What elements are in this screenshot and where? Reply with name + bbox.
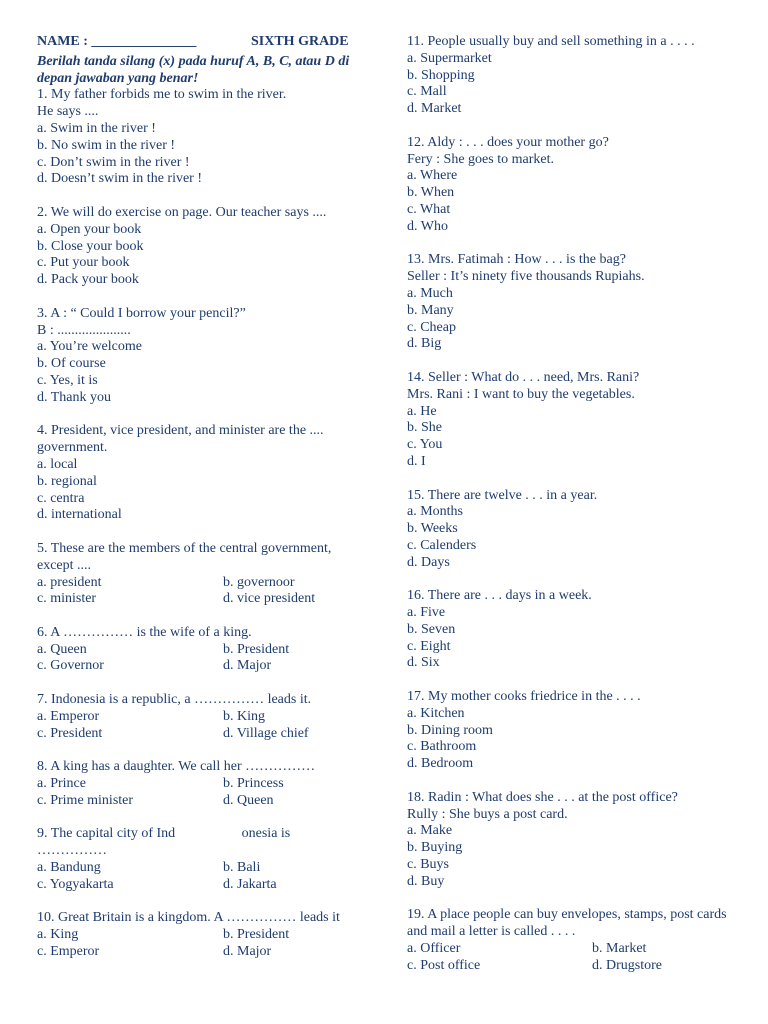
question-stem: 19. A place people can buy envelopes, stamps, post cards and mail a letter is called . . . . — [407, 907, 727, 940]
option-c: c. Bathroom — [407, 739, 477, 755]
question-stem: 4. President, vice president, and minister are the .... government. — [37, 423, 324, 456]
option-b: b. Buying — [407, 840, 463, 856]
option-c: c. You — [407, 437, 443, 453]
option-a: a. You’re welcome — [37, 339, 142, 355]
option-d: d. Days — [407, 554, 450, 570]
option-a: a. Where — [407, 168, 458, 184]
option-d: d. vice president — [223, 591, 316, 607]
option-d: d. Drugstore — [592, 957, 662, 973]
option-d: d. Pack your book — [37, 272, 139, 288]
question-stem: Seller : It’s ninety five thousands Rupiahs. — [407, 269, 645, 285]
option-c: c. What — [407, 201, 451, 217]
question-16 — [407, 588, 737, 672]
question-stem: 10. Great Britain is a kingdom. A …………… leads it — [37, 910, 340, 926]
option-b: b. governoor — [223, 574, 295, 590]
option-c: c. Put your book — [37, 255, 130, 271]
option-b: b. Of course — [37, 356, 106, 372]
option-d: d. international — [37, 507, 122, 523]
question-17 — [407, 689, 737, 773]
question-stem: Rully : She buys a post card. — [407, 806, 568, 822]
option-d: d. Queen — [223, 792, 274, 808]
question-stem: 7. Indonesia is a republic, a …………… leads it. — [37, 692, 312, 708]
option-a: a. Bandung — [37, 860, 101, 876]
option-c: c. Calenders — [407, 537, 477, 553]
options-grid — [37, 709, 367, 743]
instruction-text: Berilah tanda silang (x) pada huruf A, B, C, atau D di depan jawaban yang benar! — [37, 53, 350, 86]
question-5 — [37, 541, 367, 608]
option-a: a. King — [37, 927, 79, 943]
option-c: c. Prime minister — [37, 792, 134, 808]
option-d: d. Major — [223, 944, 272, 960]
question-14 — [407, 370, 737, 471]
options-grid — [407, 941, 737, 975]
option-b: b. Market — [592, 941, 647, 957]
option-c: c. Governor — [37, 658, 104, 674]
option-a: a. Queen — [37, 641, 87, 657]
option-c: c. Yogyakarta — [37, 876, 114, 892]
option-d: d. Thank you — [37, 389, 112, 405]
question-stem: 16. There are . . . days in a week. — [407, 588, 592, 604]
option-c: c. Eight — [407, 638, 451, 654]
option-b: b. regional — [37, 473, 97, 489]
option-d: d. I — [407, 453, 426, 469]
option-d: d. Doesn’t swim in the river ! — [37, 171, 202, 187]
question-stem: Mrs. Rani : I want to buy the vegetables. — [407, 386, 635, 402]
option-a: a. Five — [407, 605, 446, 621]
option-a: a. Open your book — [37, 221, 142, 237]
option-a: a. Prince — [37, 776, 86, 792]
option-c: c. Yes, it is — [37, 372, 98, 388]
question-stem: B : ..................... — [37, 322, 131, 338]
option-a: a. Swim in the river ! — [37, 120, 156, 136]
option-a: a. Officer — [407, 941, 461, 957]
option-b: b. No swim in the river ! — [37, 137, 176, 153]
options-grid — [37, 575, 367, 609]
option-b: b. Many — [407, 302, 454, 318]
option-c: c. centra — [37, 490, 85, 506]
worksheet-header — [37, 34, 367, 51]
question-stem: 9. The capital city of Ind onesia is — [37, 826, 291, 842]
option-c: c. Emperor — [37, 944, 100, 960]
left-column — [37, 34, 367, 978]
option-d: d. Bedroom — [407, 756, 474, 772]
option-b: b. President — [223, 641, 290, 657]
question-stem: 15. There are twelve . . . in a year. — [407, 487, 598, 503]
question-stem: 11. People usually buy and sell something in a . . . . — [407, 34, 695, 49]
question-stem: 6. A …………… is the wife of a king. — [37, 624, 252, 640]
option-a: a. president — [37, 574, 102, 590]
question-stem: 8. A king has a daughter. We call her …………… — [37, 759, 316, 775]
option-d: d. Big — [407, 336, 442, 352]
option-b: b. Shopping — [407, 67, 475, 83]
option-b: b. Seven — [407, 621, 456, 637]
options-grid — [37, 860, 367, 894]
option-b: b. Weeks — [407, 521, 458, 537]
question-stem: Fery : She goes to market. — [407, 151, 554, 167]
question-stem: 14. Seller : What do . . . need, Mrs. Rani? — [407, 369, 640, 385]
option-a: a. He — [407, 403, 437, 419]
option-a: a. Kitchen — [407, 705, 465, 721]
question-8 — [37, 759, 367, 809]
question-6 — [37, 625, 367, 675]
option-c: c. Mall — [407, 84, 447, 100]
question-3 — [37, 306, 367, 407]
question-stem: 18. Radin : What does she . . . at the post office? — [407, 789, 678, 805]
option-a: a. Supermarket — [407, 50, 492, 66]
question-12 — [407, 135, 737, 236]
question-stem: …………… — [37, 843, 107, 859]
question-stem: 3. A : “ Could I borrow your pencil?” — [37, 305, 246, 321]
question-stem: 13. Mrs. Fatimah : How . . . is the bag? — [407, 252, 626, 268]
option-b: b. King — [223, 708, 265, 724]
option-d: d. Major — [223, 658, 272, 674]
option-d: d. Buy — [407, 873, 445, 889]
option-a: a. Much — [407, 285, 453, 301]
option-b: b. When — [407, 185, 455, 201]
question-10 — [37, 910, 367, 960]
option-a: a. Emperor — [37, 708, 100, 724]
grade-label: SIXTH GRADE — [251, 34, 349, 49]
option-c: c. Buys — [407, 857, 449, 873]
question-9 — [37, 826, 367, 893]
question-7 — [37, 692, 367, 742]
question-stem: 1. My father forbids me to swim in the river. — [37, 87, 287, 103]
option-a: a. Make — [407, 823, 453, 839]
option-c: c. President — [37, 725, 103, 741]
question-4 — [37, 423, 367, 524]
right-column — [407, 34, 737, 991]
option-c: c. Post office — [407, 957, 481, 973]
name-field-label: NAME : _______________ — [37, 34, 197, 49]
options-grid — [37, 642, 367, 676]
option-d: d. Jakarta — [223, 876, 277, 892]
option-b: b. Princess — [223, 776, 284, 792]
question-19 — [407, 907, 737, 974]
option-d: d. Who — [407, 218, 448, 234]
option-a: a. local — [37, 456, 78, 472]
option-c: c. Don’t swim in the river ! — [37, 154, 190, 170]
options-grid — [37, 927, 367, 961]
question-1 — [37, 87, 367, 188]
option-b: b. President — [223, 927, 290, 943]
question-2 — [37, 205, 367, 289]
option-b: b. Close your book — [37, 238, 144, 254]
option-b: b. She — [407, 420, 442, 436]
option-a: a. Months — [407, 504, 463, 520]
question-15 — [407, 488, 737, 572]
options-grid — [37, 776, 367, 810]
question-11 — [407, 34, 737, 118]
option-b: b. Dining room — [407, 722, 493, 738]
question-13 — [407, 252, 737, 353]
option-d: d. Six — [407, 655, 440, 671]
option-d: d. Market — [407, 101, 462, 117]
option-c: c. minister — [37, 591, 97, 607]
question-stem: 5. These are the members of the central government, except .... — [37, 540, 332, 573]
question-stem: 2. We will do exercise on page. Our teacher says .... — [37, 204, 327, 220]
question-stem: He says .... — [37, 104, 99, 120]
question-18 — [407, 790, 737, 891]
option-b: b. Bali — [223, 860, 261, 876]
question-stem: 17. My mother cooks friedrice in the . . . . — [407, 689, 641, 705]
option-c: c. Cheap — [407, 319, 456, 335]
option-d: d. Village chief — [223, 725, 309, 741]
question-stem: 12. Aldy : . . . does your mother go? — [407, 134, 609, 150]
